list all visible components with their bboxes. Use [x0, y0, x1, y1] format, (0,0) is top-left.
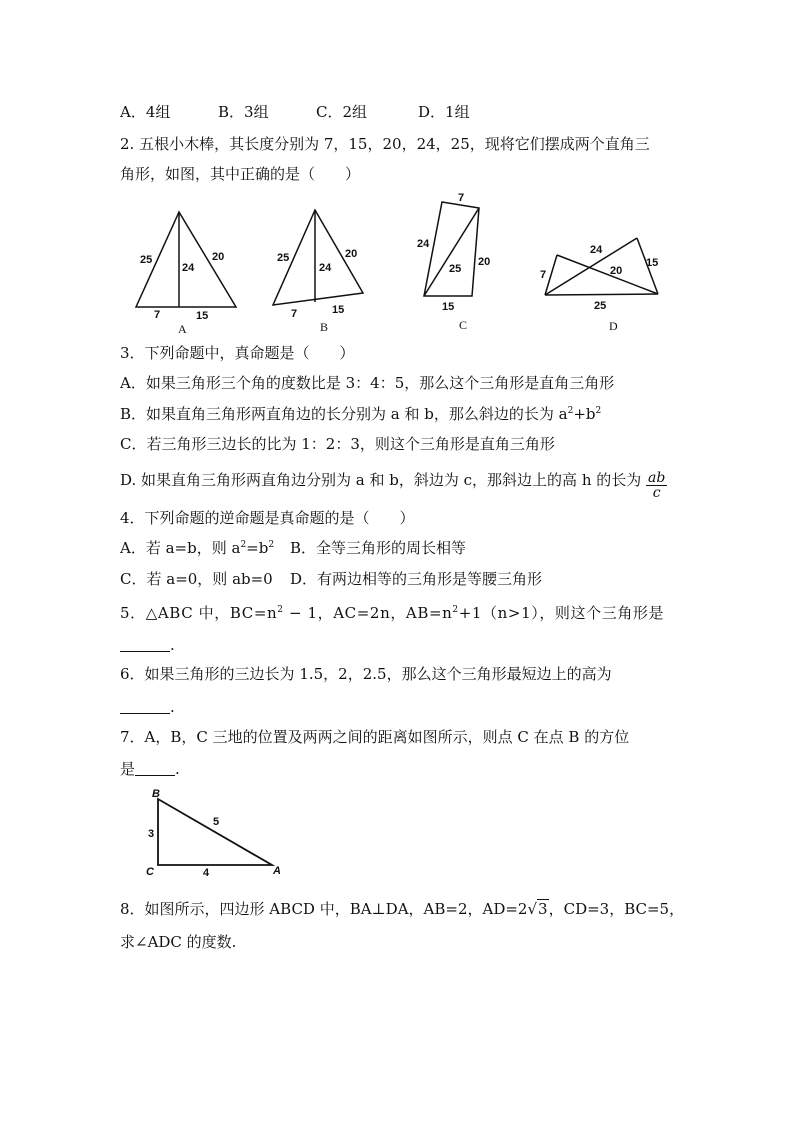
fig-d-caption: D	[609, 319, 618, 333]
q4-a-sup2: 2	[268, 540, 275, 550]
q2-figure-d	[532, 228, 667, 336]
fig-c-label-left: 24	[417, 238, 430, 250]
q6-answer-blank[interactable]	[120, 699, 170, 714]
q4-options-cd	[120, 569, 542, 589]
fig-b-label-hyp-left: 25	[277, 252, 290, 264]
q3-d-denominator: c	[652, 485, 661, 501]
fig-a-label-base-right: 15	[196, 310, 209, 322]
q2-figure-a	[128, 205, 243, 335]
q7-label-bc: 3	[148, 828, 155, 840]
q3-b-text: B．如果直角三角形两直角边的长分别为 a 和 b，那么斜边的长为 a	[120, 405, 568, 423]
q5-text-post: +1（n>1），则这个三角形是	[458, 604, 665, 622]
fig-d-label-7: 7	[540, 269, 547, 281]
q5-sup2: 2	[452, 605, 459, 615]
q2-figure-b	[265, 203, 370, 335]
q3-d-fraction	[646, 471, 667, 500]
q4-a-text: A．若 a=b，则 a	[120, 539, 241, 557]
fig-b-label-hyp-right: 20	[345, 248, 358, 260]
q6-line2	[120, 697, 175, 717]
fig-b-label-base-left: 7	[291, 308, 298, 320]
q6-end: .	[170, 698, 175, 716]
q7-point-b: B	[152, 788, 160, 800]
q3-option-c: C．若三角形三边长的比为 1：2：3，则这个三角形是直角三角形	[120, 435, 555, 453]
fig-a-label-height: 24	[182, 262, 195, 274]
q3-b-sup2: 2	[595, 406, 602, 416]
q7-point-c: C	[146, 866, 154, 878]
fig-d-label-15: 15	[646, 257, 659, 269]
q2-stem-line2: 角形，如图，其中正确的是（ ）	[120, 165, 361, 183]
q5-line2	[120, 635, 175, 655]
q7-label-ca: 4	[203, 867, 210, 879]
q5-text-pre: 5．△ABC 中，BC=n	[120, 604, 278, 622]
fig-d-label-24: 24	[590, 244, 603, 256]
q8-sqrt	[527, 899, 548, 919]
fig-a-label-base-left: 7	[154, 309, 161, 321]
q2-figure-c	[412, 188, 502, 336]
q4-a-mid: =b	[246, 539, 269, 557]
q7-text: 是	[120, 760, 136, 778]
fig-d-label-20: 20	[610, 265, 623, 277]
q7-line2	[120, 759, 180, 779]
q1-option-c: C．2组	[316, 103, 368, 121]
q1-option-d: D．1组	[418, 103, 470, 121]
q8-text-pre: 8．如图所示，四边形 ABCD 中，BA⊥DA，AB=2，AD=2	[120, 900, 528, 918]
q4-option-d: D．有两边相等的三角形是等腰三角形	[290, 570, 543, 588]
q7-line1: 7．A，B，C 三地的位置及两两之间的距离如图所示，则点 C 在点 B 的方位	[120, 728, 630, 746]
fig-c-caption: C	[459, 318, 468, 332]
q7-point-a: A	[273, 865, 281, 877]
q4-option-b: B．全等三角形的周长相等	[290, 539, 467, 557]
q8-text-post: ，CD=3，BC=5，	[548, 900, 685, 918]
fig-b-label-base-right: 15	[332, 304, 345, 316]
q6-line1: 6．如果三角形的三边长为 1.5，2，2.5，那么这个三角形最短边上的高为	[120, 665, 612, 683]
fig-c-label-top: 7	[458, 192, 465, 204]
q1-options	[120, 102, 470, 122]
q7-answer-blank[interactable]	[135, 761, 175, 776]
q1-option-a: A．4组	[120, 103, 171, 121]
q2-stem-line1: 2. 五根小木棒，其长度分别为 7，15，20，24，25，现将它们摆成两个直角三	[120, 135, 650, 153]
q7-figure	[140, 785, 290, 880]
q8-radicand: 3	[538, 900, 548, 918]
q7-label-ba: 5	[213, 816, 220, 828]
q4-options-ab	[120, 538, 466, 558]
sqrt-icon: √	[527, 900, 538, 918]
fig-a-label-hyp-left: 25	[140, 254, 153, 266]
q7-end: .	[175, 760, 180, 778]
q3-b-mid: +b	[573, 405, 596, 423]
q3-option-a: A．如果三角形三个角的度数比是 3：4：5，那么这个三角形是直角三角形	[120, 374, 615, 392]
fig-a-label-hyp-right: 20	[212, 251, 225, 263]
fig-c-label-right: 20	[478, 256, 491, 268]
q8-line2: 求∠ADC 的度数.	[120, 933, 237, 951]
q3-option-d	[120, 470, 667, 500]
fig-b-caption: B	[320, 320, 329, 334]
fig-b-label-height: 24	[319, 262, 332, 274]
fig-c-label-diagonal: 25	[449, 263, 462, 275]
q4-option-a	[120, 538, 290, 558]
q5-sup1: 2	[277, 605, 284, 615]
q5-line1	[120, 603, 664, 623]
q8-line1	[120, 899, 684, 919]
q3-b-sup1: 2	[567, 406, 574, 416]
q3-stem: 3．下列命题中，真命题是（ ）	[120, 344, 355, 362]
q3-option-b	[120, 404, 601, 424]
fig-c-label-bottom: 15	[442, 301, 455, 313]
q4-option-c: C．若 a=0，则 ab=0	[120, 570, 273, 588]
q1-option-b: B．3组	[218, 103, 269, 121]
q5-text-mid: − 1，AC=2n，AB=n	[283, 604, 453, 622]
fig-a-caption: A	[178, 322, 187, 335]
q3-d-text: D. 如果直角三角形两直角边分别为 a 和 b，斜边为 c，那斜边上的高 h 的长为	[120, 471, 642, 489]
q4-stem: 4．下列命题的逆命题是真命题的是（ ）	[120, 509, 415, 527]
q5-answer-blank[interactable]	[120, 637, 170, 652]
q3-d-numerator: ab	[648, 470, 666, 486]
q5-end: .	[170, 636, 175, 654]
fig-d-label-25: 25	[594, 300, 607, 312]
q4-a-sup1: 2	[240, 540, 247, 550]
